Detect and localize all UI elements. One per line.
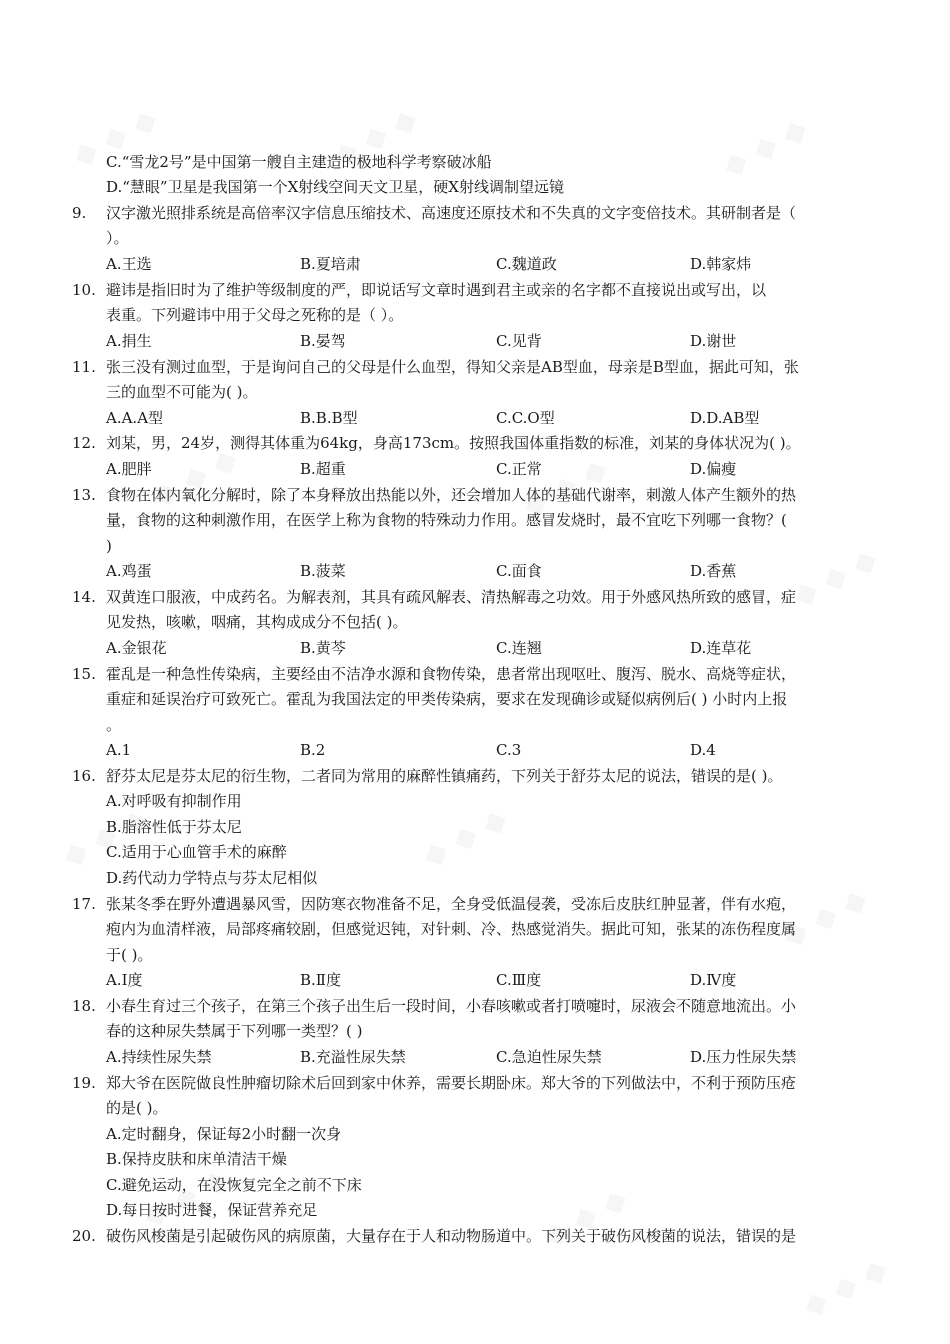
option-b: B.2 [300, 741, 326, 759]
option-d: D.“慧眼”卫星是我国第一个X射线空间天文卫星，硬X射线调制望远镜 [106, 178, 564, 196]
option-d: D.4 [690, 741, 716, 759]
question-text: 见发热，咳嗽，咽痛，其构成成分不包括( )。 [106, 613, 408, 631]
question-text: 汉字激光照排系统是高倍率汉字信息压缩技术、高速度还原技术和不失真的文字变倍技术。其研制者是（ [106, 204, 797, 222]
question-text: 刘某，男，24岁，测得其体重为64kg，身高173cm。按照我国体重指数的标准，刘某的身体状况为( )。 [106, 434, 801, 452]
option-b: B.晏驾 [300, 332, 346, 350]
option-a: A.鸡蛋 [106, 562, 152, 580]
option-b: B.脂溶性低于芬太尼 [106, 818, 242, 836]
option-a: A.捐生 [106, 332, 152, 350]
option-b: B.Ⅱ度 [300, 971, 341, 989]
question-text: 于( )。 [106, 946, 153, 964]
question-number: 18. [72, 997, 96, 1015]
option-a: A.王选 [106, 255, 152, 273]
option-b: B.保持皮肤和床单清洁干燥 [106, 1150, 287, 1168]
option-d: D.每日按时进餐，保证营养充足 [106, 1201, 318, 1219]
option-c: C.魏道政 [496, 255, 557, 273]
option-c: C.适用于心血管手术的麻醉 [106, 843, 287, 861]
question-text: 双黄连口服液，中成药名。为解表剂，其具有疏风解表、清热解毒之功效。用于外感风热所致的感冒，症 [106, 588, 797, 606]
option-c: C.正常 [496, 460, 542, 478]
option-a: A.Ⅰ度 [106, 971, 143, 989]
option-a: A.金银花 [106, 639, 167, 657]
question-text: 疱内为血清样液，局部疼痛较剧，但感觉迟钝，对针刺、冷、热感觉消失。据此可知，张某的冻伤程度属 [106, 920, 797, 938]
question-text: 的是( )。 [106, 1099, 168, 1117]
option-b: B.超重 [300, 460, 346, 478]
question-number: 16. [72, 767, 96, 785]
option-c: C.C.O型 [496, 409, 555, 427]
option-c: C.急迫性尿失禁 [496, 1048, 602, 1066]
question-text: ）。 [106, 229, 129, 247]
option-c: C.见背 [496, 332, 542, 350]
option-d: D.压力性尿失禁 [690, 1048, 797, 1066]
question-text: 张某冬季在野外遭遇暴风雪，因防寒衣物准备不足，全身受低温侵袭，受冻后皮肤红肿显著，伴有水疱， [106, 895, 797, 913]
question-number: 13. [72, 486, 96, 504]
option-c: C.避免运动，在没恢复完全之前不下床 [106, 1176, 362, 1194]
option-b: B.菠菜 [300, 562, 346, 580]
option-c: C.“雪龙2号”是中国第一艘自主建造的极地科学考察破冰船 [106, 153, 492, 171]
question-text: 三的血型不可能为( )。 [106, 383, 258, 401]
option-a: A.定时翻身，保证每2小时翻一次身 [106, 1125, 342, 1143]
question-text: 重症和延误治疗可致死亡。霍乱为我国法定的甲类传染病，要求在发现确诊或疑似病例后( ) 小时内上报 [106, 690, 788, 708]
question-number: 14. [72, 588, 96, 606]
question-text: 舒芬太尼是芬太尼的衍生物，二者同为常用的麻醉性镇痛药，下列关于舒芬太尼的说法，错误的是( )。 [106, 767, 783, 785]
option-b: B.黄芩 [300, 639, 346, 657]
option-d: D.香蕉 [690, 562, 737, 580]
question-text: 郑大爷在医院做良性肿瘤切除术后回到家中休养，需要长期卧床。郑大爷的下列做法中，不利于预防压疮 [106, 1074, 797, 1092]
option-c: C.Ⅲ度 [496, 971, 542, 989]
option-d: D.药代动力学特点与芬太尼相似 [106, 869, 318, 887]
option-d: D.偏瘦 [690, 460, 737, 478]
question-number: 19. [72, 1074, 96, 1092]
question-text: 。 [106, 716, 122, 734]
question-text: 避讳是指旧时为了维护等级制度的严，即说话写文章时遇到君主或亲的名字都不直接说出或写出，以 [106, 281, 767, 299]
option-a: A.肥胖 [106, 460, 152, 478]
question-number: 11. [72, 358, 96, 376]
option-d: D.韩家炜 [690, 255, 752, 273]
option-c: C.连翘 [496, 639, 542, 657]
question-text: 破伤风梭菌是引起破伤风的病原菌，大量存在于人和动物肠道中。下列关于破伤风梭菌的说法，错误的是 [106, 1227, 797, 1245]
question-text: 霍乱是一种急性传染病，主要经由不洁净水源和食物传染，患者常出现呕吐、腹泻、脱水、高烧等症状， [106, 665, 797, 683]
option-d: D.Ⅳ度 [690, 971, 737, 989]
question-text: ) [106, 537, 112, 555]
option-b: B.B.B型 [300, 409, 358, 427]
question-text: 表重。下列避讳中用于父母之死称的是（ ）。 [106, 306, 404, 324]
question-number: 17. [72, 895, 96, 913]
question-text: 张三没有测过血型，于是询问自己的父母是什么血型，得知父亲是AB型血，母亲是B型血，据此可知，张 [106, 358, 799, 376]
question-text: 春的这种尿失禁属于下列哪一类型？( ) [106, 1022, 363, 1040]
option-c: C.3 [496, 741, 522, 759]
question-number: 10. [72, 281, 96, 299]
question-number: 12. [72, 434, 96, 452]
option-a: A.对呼吸有抑制作用 [106, 792, 242, 810]
question-text: 食物在体内氧化分解时，除了本身释放出热能以外，还会增加人体的基础代谢率，刺激人体产生额外的热 [106, 486, 797, 504]
question-number: 9. [72, 204, 87, 222]
option-d: D.D.AB型 [690, 409, 760, 427]
option-c: C.面食 [496, 562, 542, 580]
option-a: A.A.A型 [106, 409, 164, 427]
option-d: D.谢世 [690, 332, 737, 350]
option-b: B.充溢性尿失禁 [300, 1048, 406, 1066]
question-number: 15. [72, 665, 96, 683]
question-text: 量，食物的这种刺激作用，在医学上称为食物的特殊动力作用。感冒发烧时，最不宜吃下列哪一食物？( [106, 511, 787, 529]
question-text: 小春生育过三个孩子，在第三个孩子出生后一段时间，小春咳嗽或者打喷嚏时，尿液会不随意地流出。小 [106, 997, 797, 1015]
option-a: A.1 [106, 741, 132, 759]
question-number: 20. [72, 1227, 96, 1245]
option-a: A.持续性尿失禁 [106, 1048, 212, 1066]
option-d: D.连草花 [690, 639, 752, 657]
option-b: B.夏培肃 [300, 255, 361, 273]
